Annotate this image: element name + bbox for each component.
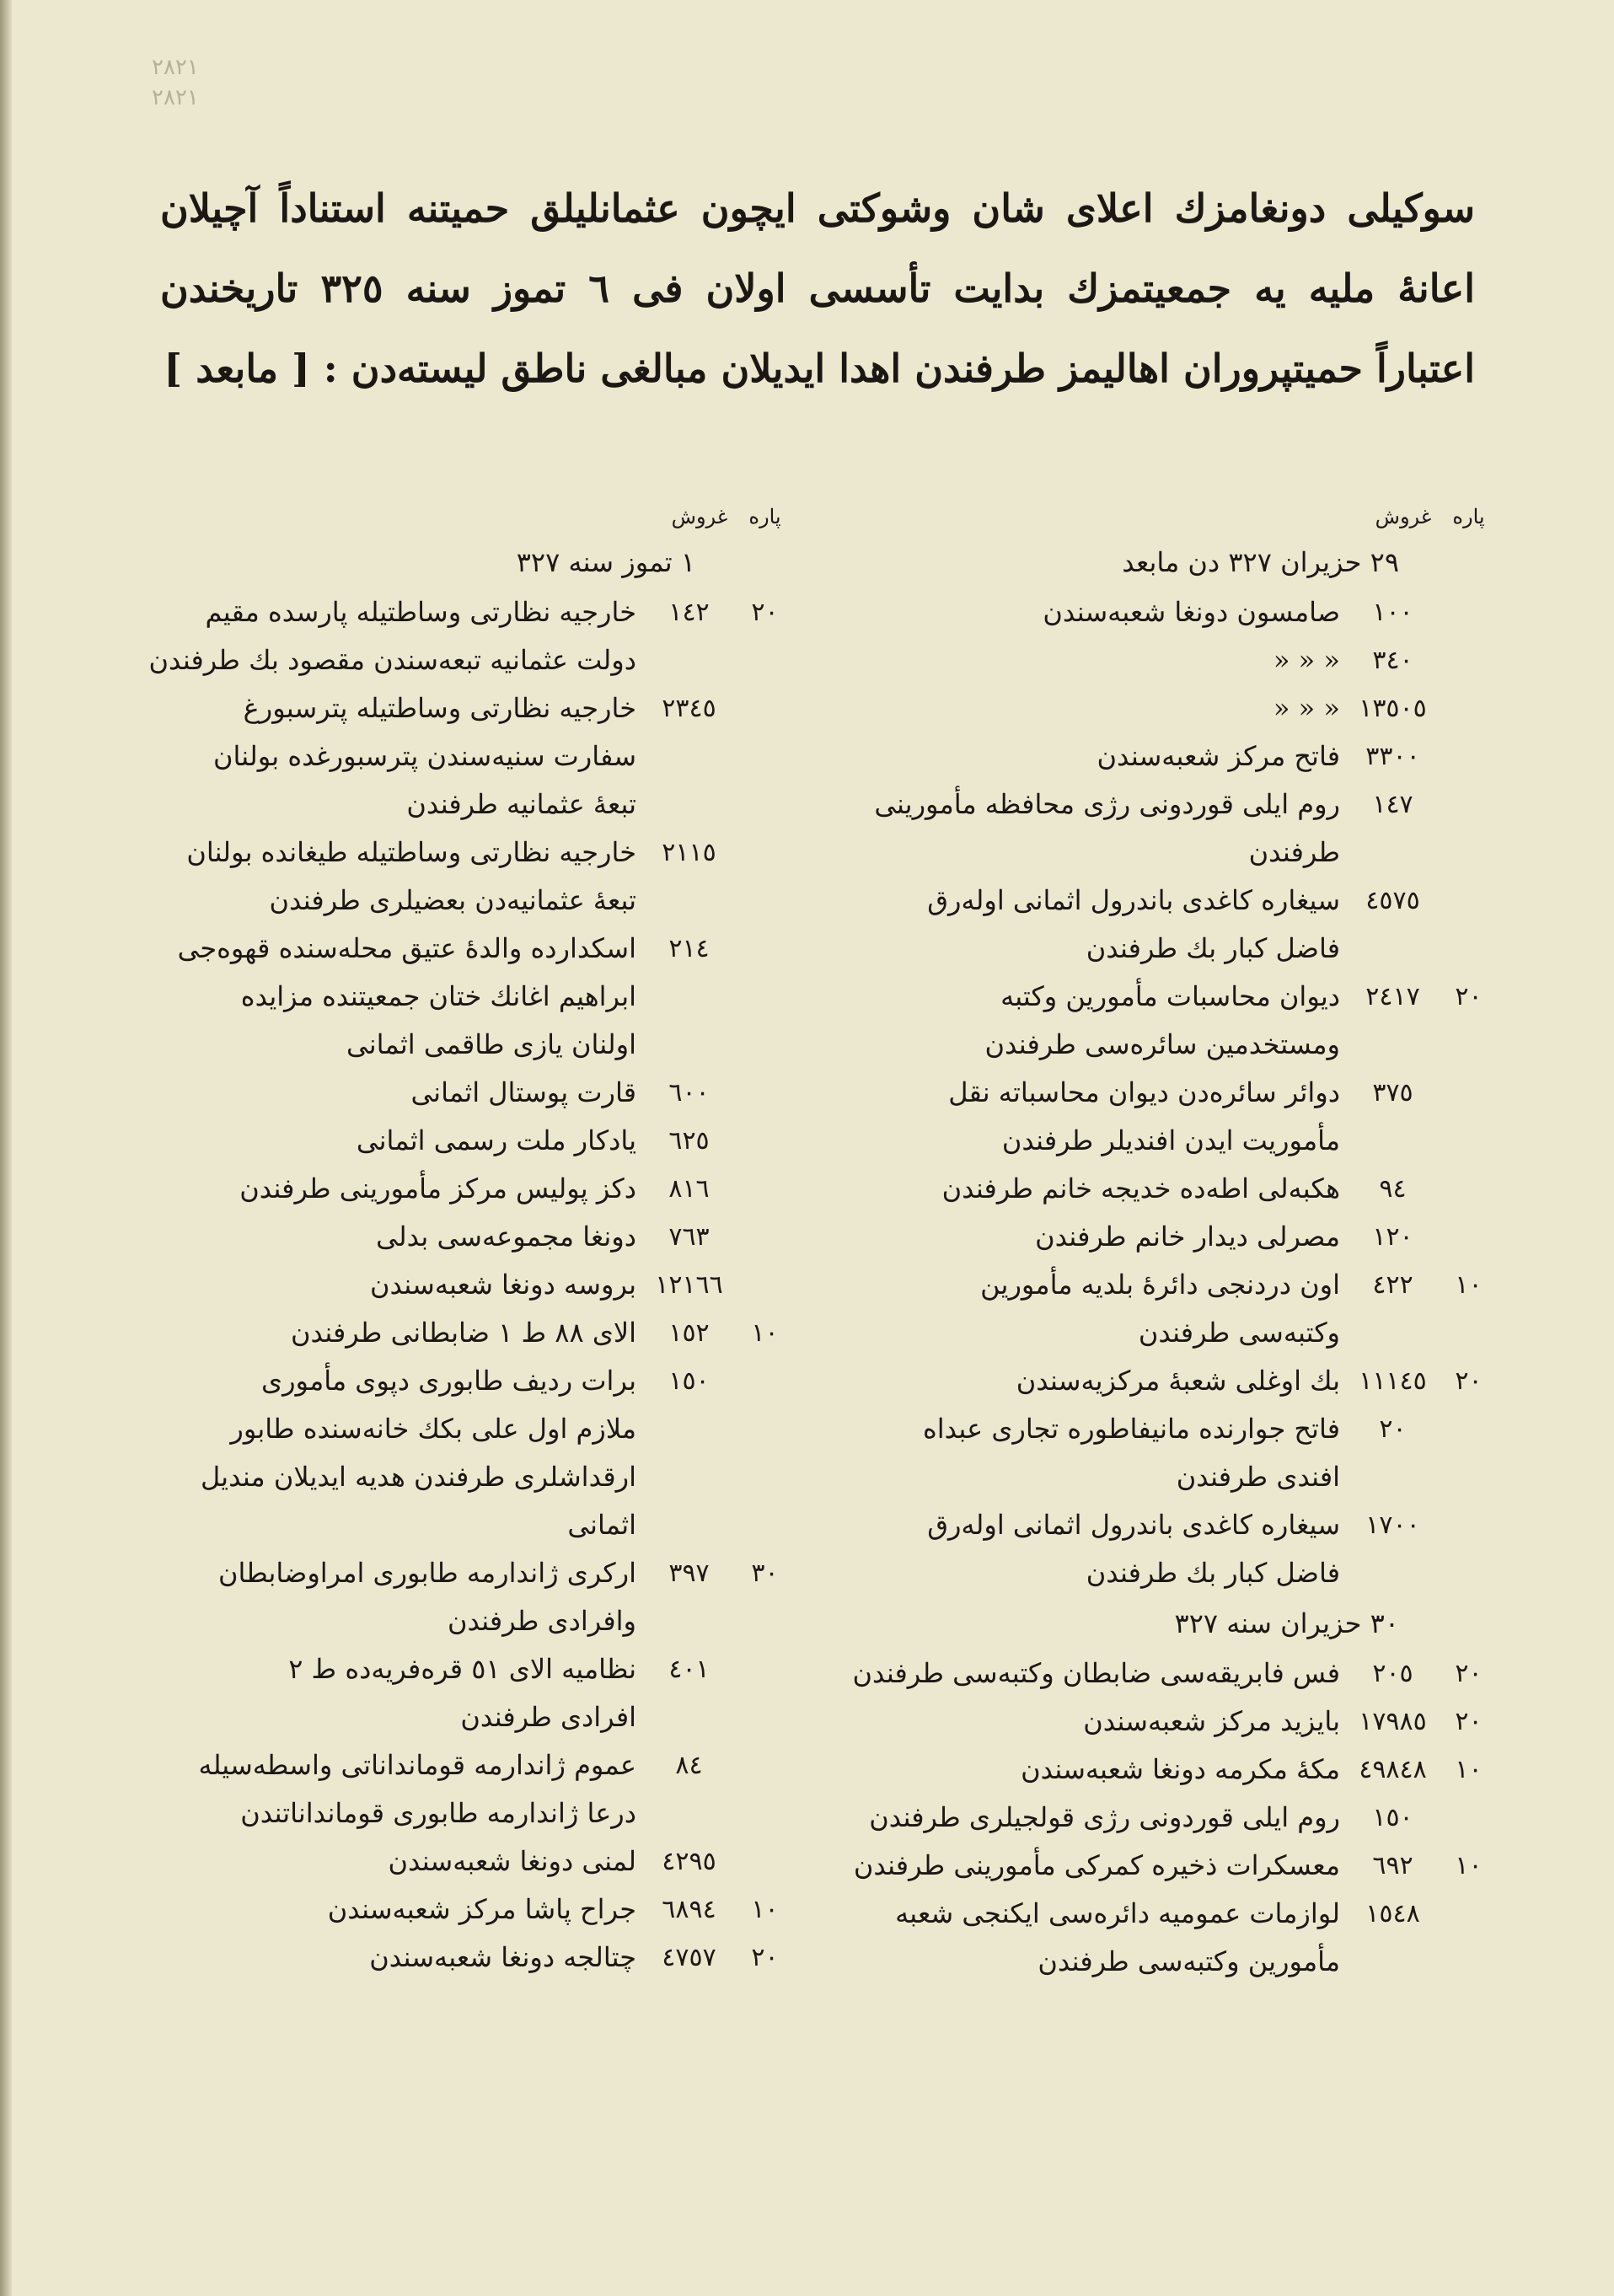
- date-heading: ٢٩ حزیران ٣٢٧ دن مابعد: [1122, 546, 1399, 578]
- donation-entry: [834, 1261, 1492, 1357]
- description-line: دوائر سائره‌دن دیوان محاسباته نقل: [948, 1076, 1340, 1108]
- description-line: قارت پوستال اثمانی: [410, 1076, 636, 1108]
- para-value: ٢٠: [1455, 1366, 1483, 1396]
- ghurush-value: ٣٧٥: [1372, 1078, 1413, 1108]
- donation-entry: [834, 1165, 1492, 1213]
- description-line: جراح پاشا مرکز شعبه‌سندن: [327, 1893, 636, 1925]
- entry-list: [834, 588, 1492, 1597]
- donor-description: [118, 1357, 636, 1549]
- description-line: وافرادی طرفندن: [447, 1605, 636, 1637]
- description-line: خارجیه نظارتی وساطتیله پترسبورغ: [243, 692, 636, 724]
- description-line: ابراهیم اغانك ختان جمعیتنده مزایده: [240, 980, 636, 1012]
- donor-description: [834, 636, 1340, 684]
- ghurush-value: ١٧٩٨٥: [1359, 1707, 1427, 1736]
- donation-entry: [118, 1357, 788, 1549]
- donor-description: [834, 877, 1340, 973]
- donor-description: [118, 1069, 636, 1117]
- donation-entry: [118, 1213, 788, 1261]
- para-header: پاره: [748, 505, 781, 528]
- donor-description: [118, 925, 636, 1069]
- donation-entry: [118, 1934, 788, 1982]
- description-line: فاضل کبار بك طرفندن: [1086, 1557, 1340, 1589]
- donor-description: [118, 1213, 636, 1261]
- ghurush-value: ٢٠: [1379, 1414, 1407, 1444]
- donation-entry: [118, 1837, 788, 1886]
- donor-description: [834, 732, 1340, 781]
- ghurush-value: ٨١٦: [668, 1174, 710, 1204]
- description-line: برات ردیف طابوری دپوی مأموری: [261, 1365, 636, 1397]
- donor-description: [118, 1886, 636, 1934]
- donation-entry: [118, 1261, 788, 1309]
- para-value: ٢٠: [1455, 1659, 1483, 1688]
- description-line: خارجیه نظارتی وساطتیله پارسده مقیم: [205, 596, 636, 628]
- donation-entry: [834, 1794, 1492, 1842]
- donation-entry: [834, 1650, 1492, 1698]
- ghurush-value: ١١١٤٥: [1359, 1366, 1427, 1396]
- donation-entry: [834, 1501, 1492, 1597]
- donation-entry: [118, 1069, 788, 1117]
- description-line: درعا ژاندارمه طابوری قومانداناتندن: [240, 1797, 636, 1829]
- donation-entry: [834, 781, 1492, 877]
- column-header: [118, 497, 788, 536]
- donation-entry: [834, 684, 1492, 732]
- ghurush-value: ٦٠٠: [668, 1078, 710, 1108]
- donor-description: [118, 1165, 636, 1213]
- description-line: ارقداشلری طرفندن هدیه ایدیلان مندیل: [200, 1461, 636, 1493]
- date-heading: ١ تموز سنه ٣٢٧: [516, 546, 695, 578]
- donor-description: [834, 1405, 1340, 1501]
- description-line: بایزید مرکز شعبه‌سندن: [1083, 1705, 1340, 1737]
- ghurush-value: ٨٤: [675, 1751, 703, 1780]
- donor-description: [118, 1309, 636, 1357]
- ghurush-value: ١٣٥٠٥: [1359, 694, 1427, 723]
- donor-description: [834, 1698, 1340, 1746]
- description-line: طرفندن: [1248, 836, 1340, 868]
- donor-description: [834, 1794, 1340, 1842]
- folio-number-line: ٢٨٢١: [152, 55, 199, 80]
- folio-number: [152, 52, 199, 113]
- donation-entry: [834, 636, 1492, 684]
- donor-description: [834, 1261, 1340, 1357]
- description-line: ملازم اول علی بکك خانه‌سنده طابور: [230, 1413, 636, 1445]
- donation-entry: [834, 973, 1492, 1069]
- description-line: معسکرات ذخیره کمرکی مأمورینی طرفندن: [853, 1849, 1340, 1881]
- donor-description: [834, 1213, 1340, 1261]
- ghurush-value: ٦٢٥: [668, 1126, 710, 1156]
- para-value: ٢٠: [751, 1943, 779, 1972]
- donation-entry: [834, 1405, 1492, 1501]
- donation-entry: [118, 1886, 788, 1934]
- description-line: اون دردنجی دائرهٔ بلدیه مأمورین: [980, 1269, 1340, 1301]
- para-value: ١٠: [1455, 1755, 1483, 1784]
- ghurush-value: ٦٩٢: [1372, 1851, 1413, 1880]
- para-value: ١٠: [751, 1318, 779, 1348]
- ghurush-header: غروش: [1375, 505, 1432, 528]
- donor-description: [118, 1117, 636, 1165]
- donation-entry: [834, 732, 1492, 781]
- ghurush-value: ١٤٧: [1372, 790, 1413, 819]
- donation-entry: [834, 1890, 1492, 1986]
- ghurush-value: ٢١٤: [668, 934, 710, 963]
- description-line: « « «: [1273, 692, 1340, 724]
- para-value: ٣٠: [751, 1558, 779, 1588]
- description-line: چتالجه دونغا شعبه‌سندن: [369, 1941, 636, 1973]
- description-line: مأمورین وکتبه‌سی طرفندن: [1038, 1945, 1340, 1977]
- description-line: دیوان محاسبات مأمورین وکتبه: [1000, 980, 1340, 1012]
- donation-entry: [118, 1645, 788, 1741]
- donor-description: [118, 829, 636, 925]
- donation-entry: [834, 877, 1492, 973]
- description-line: مصرلی دیدار خانم طرفندن: [1035, 1220, 1340, 1253]
- ghurush-value: ١٥٢: [668, 1318, 710, 1348]
- donation-entry: [834, 1698, 1492, 1746]
- donor-description: [834, 684, 1340, 732]
- para-value: ٢٠: [1455, 982, 1483, 1011]
- donor-description: [834, 1069, 1340, 1165]
- para-value: ٢٠: [751, 598, 779, 627]
- ghurush-value: ١٢٠: [1372, 1222, 1413, 1252]
- description-line: دولت عثمانیه تبعه‌سندن مقصود بك طرفندن: [148, 644, 636, 676]
- donor-description: [118, 1261, 636, 1309]
- ghurush-value: ٣٣٠٠: [1365, 742, 1420, 771]
- para-value: ١٠: [751, 1895, 779, 1924]
- description-line: نظامیه الای ٥١ قره‌فریه‌ده ط ٢: [288, 1653, 636, 1685]
- ghurush-value: ٤٧٥٧: [662, 1943, 716, 1972]
- description-line: تبعهٔ عثمانیه طرفندن: [406, 788, 636, 820]
- donor-description: [118, 1549, 636, 1645]
- description-line: لمنی دونغا شعبه‌سندن: [388, 1845, 636, 1877]
- donation-entry: [834, 588, 1492, 636]
- description-line: بك اوغلی شعبهٔ مرکزیه‌سندن: [1016, 1365, 1340, 1397]
- entry-list: [834, 1650, 1492, 1986]
- donation-entry: [118, 1117, 788, 1165]
- donor-description: [834, 1890, 1340, 1986]
- description-line: سیغاره کاغدی باندرول اثمانی اوله‌رق: [927, 1509, 1340, 1541]
- date-heading: ٣٠ حزیران سنه ٣٢٧: [1174, 1607, 1399, 1639]
- para-value: ١٠: [1455, 1270, 1483, 1300]
- description-line: تبعهٔ عثمانیه‌دن بعضیلری طرفندن: [269, 884, 636, 916]
- ghurush-value: ٢٠٥: [1372, 1659, 1413, 1688]
- para-value: ٢٠: [1455, 1707, 1483, 1736]
- description-line: ارکری ژاندارمه طابوری امراوضابطان: [218, 1557, 636, 1589]
- ghurush-value: ٤٥٧٥: [1365, 886, 1420, 915]
- donor-description: [118, 588, 636, 684]
- ghurush-value: ١٤٢: [668, 598, 710, 627]
- description-line: خارجیه نظارتی وساطتیله طیغانده بولنان: [186, 836, 636, 868]
- donor-description: [118, 1837, 636, 1886]
- document-heading: سوکیلی دونغامزك اعلای شان وشوکتی ایچون عثمانلیلق حمیتنه استناداً آچیلان اعانهٔ ملیه یه جمعیتمزك بدایت تأسسی اولان فی ٦ تموز سنه ٣٢٥ تاریخندن اعتباراً حمیتپروران اهالیمز طرفندن اهدا ایدیلان مبالغی ناطق لیسته‌دن : [ مابعد ]: [160, 185, 1475, 391]
- description-line: فاتح جوارنده مانیفاطوره تجاری عبداه: [922, 1413, 1340, 1445]
- description-line: سفارت سنیه‌سندن پترسبورغده بولنان: [213, 740, 636, 772]
- description-line: اسکدارده والدهٔ عتیق محله‌سنده قهوه‌جی: [177, 932, 636, 964]
- entry-list: [118, 588, 788, 1982]
- donation-entry: [118, 1165, 788, 1213]
- description-line: روم ایلی قوردونی رژی قولجیلری طرفندن: [869, 1801, 1340, 1833]
- donor-description: [118, 1934, 636, 1982]
- ghurush-value: ٦٨٩٤: [662, 1895, 716, 1924]
- donor-description: [118, 1645, 636, 1741]
- donation-entry: [118, 925, 788, 1069]
- donation-entry: [118, 829, 788, 925]
- donation-entry: [834, 1213, 1492, 1261]
- donor-description: [834, 1165, 1340, 1213]
- para-header: پاره: [1452, 505, 1485, 528]
- description-line: دونغا مجموعه‌سی بدلی: [376, 1220, 636, 1253]
- donor-description: [118, 1741, 636, 1837]
- ghurush-value: ٢٤١٧: [1365, 982, 1420, 1011]
- page-edge: [0, 0, 12, 2296]
- ghurush-value: ٣٤٠: [1372, 646, 1413, 675]
- ghurush-value: ١٥٤٨: [1365, 1899, 1420, 1929]
- donation-entry: [834, 1746, 1492, 1794]
- ghurush-value: ٢١١٥: [662, 838, 716, 867]
- description-line: فاتح مرکز شعبه‌سندن: [1097, 740, 1340, 772]
- description-line: یادکار ملت رسمی اثمانی: [356, 1124, 636, 1156]
- donation-entry: [118, 1549, 788, 1645]
- donation-entry: [834, 1069, 1492, 1165]
- column-header: [834, 497, 1492, 536]
- donation-entry: [118, 588, 788, 684]
- para-value: ١٠: [1455, 1851, 1483, 1880]
- donor-description: [118, 684, 636, 829]
- donor-description: [834, 1842, 1340, 1890]
- ghurush-value: ١٧٠٠: [1365, 1510, 1420, 1540]
- description-line: صامسون دونغا شعبه‌سندن: [1043, 596, 1340, 628]
- ghurush-value: ١٥٠: [668, 1366, 710, 1396]
- description-line: ومستخدمین سائره‌سی طرفندن: [984, 1028, 1340, 1060]
- description-line: مکهٔ مکرمه دونغا شعبه‌سندن: [1021, 1753, 1340, 1785]
- description-line: « « «: [1273, 644, 1340, 676]
- donation-entry: [118, 1741, 788, 1837]
- description-line: وکتبه‌سی طرفندن: [1138, 1317, 1340, 1349]
- donation-entry: [118, 1309, 788, 1357]
- right-column: [834, 497, 1492, 1986]
- description-line: لوازمات عمومیه دائره‌سی ایکنجی شعبه: [895, 1897, 1340, 1929]
- description-line: فس فابریقه‌سی ضابطان وکتبه‌سی طرفندن: [852, 1657, 1340, 1689]
- ghurush-value: ٤٩٨٤٨: [1359, 1755, 1427, 1784]
- donation-entry: [118, 684, 788, 829]
- ghurush-value: ٤٢٩٥: [662, 1847, 716, 1876]
- folio-number-line: ٢٨٢١: [152, 85, 199, 110]
- donor-description: [834, 1746, 1340, 1794]
- ghurush-value: ١٥٠: [1372, 1803, 1413, 1832]
- donor-description: [834, 1501, 1340, 1597]
- description-line: عموم ژاندارمه قومانداناتی واسطه‌سیله: [198, 1749, 636, 1781]
- ghurush-value: ١٢١٦٦: [655, 1270, 723, 1300]
- description-line: دکز پولیس مرکز مأمورینی طرفندن: [239, 1172, 636, 1204]
- description-line: هکبه‌لی اطه‌ده خدیجه خانم طرفندن: [941, 1172, 1340, 1204]
- ghurush-value: ٣٩٧: [668, 1558, 710, 1588]
- ghurush-value: ٤٠١: [668, 1655, 710, 1684]
- donor-description: [834, 781, 1340, 877]
- description-line: اثمانی: [567, 1509, 636, 1541]
- donor-description: [834, 973, 1340, 1069]
- description-line: مأموریت ایدن افندیلر طرفندن: [1001, 1124, 1340, 1156]
- ghurush-header: غروش: [671, 505, 728, 528]
- description-line: بروسه دونغا شعبه‌سندن: [370, 1269, 636, 1301]
- description-line: فاضل کبار بك طرفندن: [1086, 932, 1340, 964]
- ghurush-value: ٧٦٣: [668, 1222, 710, 1252]
- description-line: الای ٨٨ ط ١ ضابطانی طرفندن: [291, 1317, 636, 1349]
- ghurush-value: ٢٣٤٥: [662, 694, 716, 723]
- ghurush-value: ١٠٠: [1372, 598, 1413, 627]
- donor-description: [834, 588, 1340, 636]
- donation-entry: [834, 1357, 1492, 1405]
- ghurush-value: ٤٢٢: [1372, 1270, 1413, 1300]
- description-line: اولنان یازی طاقمی اثمانی: [346, 1028, 636, 1060]
- donation-entry: [834, 1842, 1492, 1890]
- description-line: افندی طرفندن: [1176, 1461, 1340, 1493]
- ghurush-value: ٩٤: [1379, 1174, 1407, 1204]
- description-line: روم ایلی قوردونی رژی محافظه مأمورینی: [874, 788, 1340, 820]
- description-line: سیغاره کاغدی باندرول اثمانی اوله‌رق: [927, 884, 1340, 916]
- left-column: [118, 497, 788, 1982]
- donor-description: [834, 1357, 1340, 1405]
- description-line: افرادی طرفندن: [460, 1701, 636, 1733]
- donor-description: [834, 1650, 1340, 1698]
